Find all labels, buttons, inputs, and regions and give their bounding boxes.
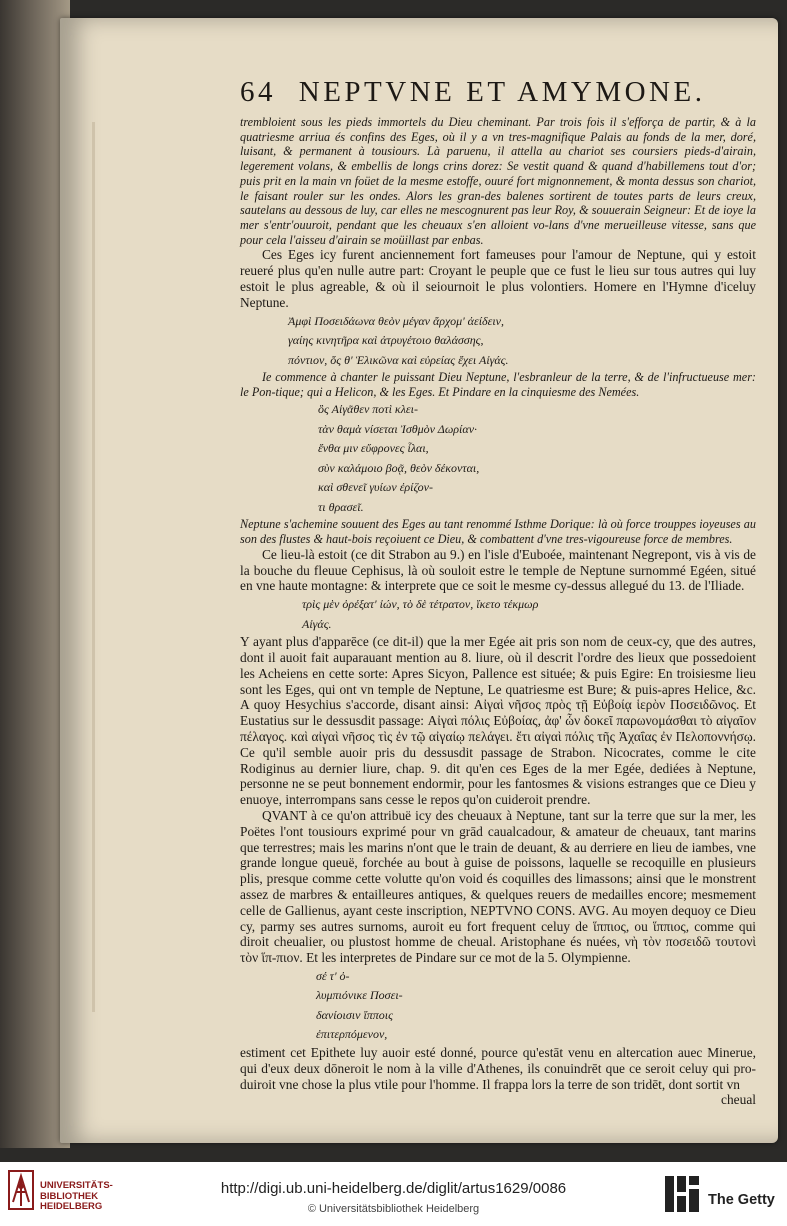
- page-paragraphs: [240, 115, 756, 1108]
- text-line: Neptune s'achemine souuent des Eges au tant renommé Isthme Dorique: là où force trouppes ioyeuses au son des flustes & haut-bois reçoiuent ce Dieu, & combattent d'vne tres-vigoureuse force de membres.: [240, 517, 756, 547]
- text-line: καὶ σθενεῖ γυίων ἐρίζον-: [318, 480, 434, 495]
- text-line: Ἀμφὶ Ποσειδάωνα θεὸν μέγαν ἄρχομ' ἀείδειν,: [288, 313, 505, 328]
- permalink-url[interactable]: http://digi.ub.uni-heidelberg.de/diglit/artus1629/0086: [220, 1180, 567, 1197]
- text-line: σὺν καλάμοιο βοᾷ, θεὸν δέκονται,: [318, 460, 480, 475]
- institution-line: HEIDELBERG: [40, 1201, 103, 1212]
- running-head: [240, 76, 756, 109]
- sponsor-name: The Getty: [708, 1192, 775, 1208]
- text-line: ἐπιτερπόμενον,: [316, 1027, 388, 1042]
- page-number: 64: [240, 76, 276, 108]
- text-line: ὃς Αἰγᾶθεν ποτὶ κλει-: [318, 402, 418, 417]
- text-line: estiment cet Epithete luy auoir esté donné, pource qu'estāt venu en altercation auec Minerue, qui d'eux deux dōneroit le nom à la ville d'Athenes, ils conuindrēt que ce seroit celuy qui pro-duiroit vne chose la plus vtile pour l'homme. Il frappa lors la terre de son tridēt, dont sortit vn: [240, 1044, 756, 1092]
- getty-logo-icon: [663, 1174, 701, 1214]
- catchword: cheual: [721, 1092, 756, 1108]
- text-line: Y ayant plus d'apparēce (ce dit-il) que la mer Egée ait pris son nom de ceux-cy, que des autres, dont il auoit fait auparauant mention au 8. liure, où il descrit l'ordre des lieux que possedoient les Acheiens en cette sorte: Apres Sicyon, Pallence est située; & puis Egire: En troisiesme lieu sont les Eges, qui ont vn temple de Neptune, Le quatriesme est Bure; & puis-apres Helice, &c. A quoy Hesychius s'accorde, disant ainsi: Αἰγαὶ νῆσος πρὸς τῇ Εὐβοίᾳ ἱερὸν Ποσειδῶνος. Et Eustatius sur le dessusdit passage: Αἰγαὶ πόλις Εὐβοίας, ἀφ' ὧν δοκεῖ παρωνομάσθαι τὸ αἰγαῖον πέλαγος. καὶ αἰγαὶ νῆσος τὶς ἐν τῷ αἰγαίῳ πελάγει. ἔτι αἰγαὶ πόλις τῆς Ἀχαΐας ἐν Πελοποννήσῳ. Ce qu'il semble auoir pris du dessusdit passage de Strabon. Nicocrates, comme le cite Rodiginus au dernier liure, chap. 9. dit qu'en ces Eges de la mer Egée, dediées à Neptune, personne ne se peut bonnement endormir, pour les fantosmes & visions estranges que ce Dieu y enuoye, interrompans sans cesse le repos qu'on cuideroit prendre.: [240, 634, 756, 808]
- text-line: τι θρασεῖ.: [318, 499, 364, 514]
- text-line: QVANT à ce qu'on attribuë icy des cheuaux à Neptune, tant sur la terre que sur la mer, les Poëtes l'ont tousiours exprimé pour vn grād caualcadour, & amateur de cheuaux, tant marins que terrestres; mais les marins n'ont que le train de deuant, & au derriere en lieu de iambes, vne grande longue queuë, forchée au bout à guise de poissons, laquelle se recoquille en plusieurs plis, presque comme cette volutte qu'on void és coquilles des limassons; ainsi que le monstrent assez de marbres & entailleures antiques, & quelques reuers de medailles encore; mesmement celle de Gallienus, ayant ceste inscription, NEPTVNO CONS. AVG. Au moyen dequoy ce Dieu cy, parmy ses autres surnoms, auroit eu fort frequent celuy de ἵππιος, ou ἵππιος, comme qui diroit cheualier, ou plustost homme de cheual. Aristophane és nuées, νὴ τὸν ποσειδῶ τουτονὶ τὸν ἵπ-πιον. Et les interpretes de Pindare sur ce mot de la 5. Olympienne.: [240, 807, 756, 966]
- text-line: γαίης κινητῆρα καὶ ἀτρυγέτοιο θαλάσσης,: [288, 333, 484, 348]
- text-line: λυμπιόνικε Ποσει-: [316, 988, 403, 1003]
- text-line: δανίοισιν ἵπποις: [316, 1007, 394, 1022]
- institution-line: BIBLIOTHEK: [40, 1190, 99, 1202]
- text-line: Αἰγάς.: [302, 616, 332, 631]
- copyright-notice: © Universitätsbibliothek Heidelberg: [307, 1203, 480, 1215]
- text-line: ἔνθα μιν εὔφρονες ἶλαι,: [318, 441, 429, 456]
- text-line: πόντιον, ὅς θ' Ἑλικῶνα καὶ εὐρείας ἔχει Αἰγάς.: [288, 352, 509, 367]
- running-title: NEPTVNE ET AMYMONE.: [298, 76, 706, 108]
- text-line: τρὶς μὲν ὀρέξατ' ἰών, τὸ δὲ τέτρατον, ἵκετο τέκμωρ: [302, 597, 539, 612]
- text-line: τὰν θαμὰ νίσεται Ἰσθμὸν Δωρίαν·: [318, 421, 478, 436]
- institution-line: UNIVERSITÄTS-: [40, 1180, 113, 1191]
- text-line: Ce lieu-là estoit (ce dit Strabon au 9.) en l'isle d'Euboée, maintenant Negrepont, vis à vis de la bouche du fleuue Cephisus, là où souloit estre le temple de Neptune surnommé Egéen, situé en vne haute montagne: & interprete que ce soit le mesme cy-dessus allegué du 13. de l'Iliade.: [240, 546, 756, 594]
- page-text-block: [240, 76, 756, 1108]
- page-ruler-strip: [92, 122, 95, 1012]
- text-line: trembloient sous les pieds immortels du Dieu cheminant. Par trois fois il s'efforça de partir, & à la quatriesme arriua és confins des Eges, où il y a vn tres-magnifique Palais au fonds de la mer, doré, luisant, & permanent à tousiours. Là paruenu, il attella au chariot ses coursiers pieds-d'airain, legerement volans, & embellis de longs crins dorez: Se vestit quand & quand d'habillemens tout d'or; puis prit en la main vn foüet de la mesme estoffe, ouuré fort mignonnement, & monta dessus son chariot, le faisant rouler sur les ondes. Alors les gran-des balenes sortirent de toutes parts de leurs creux, sautelans au dessous de luy, car elles ne mescognurent pas leur Roy, & souuerain Seigneur: Et de ioye la mer s'entr'ouuroit, pendant que les cheuaux s'en alloient vo-lans d'vne merueilleuse vitesse, sans que pour cela l'aisseu d'airain se moüillast par enbas.: [240, 115, 756, 247]
- text-line: Ie commence à chanter le puissant Dieu Neptune, l'esbranleur de la terre, & de l'infructueuse mer: le Pon-tique; qui a Helicon, & les Eges. Et Pindare en la cinquiesme des Nemées.: [240, 370, 756, 399]
- text-line: σέ τ' ὀ-: [316, 968, 350, 983]
- text-line: Ces Eges icy furent anciennement fort fameuses pour l'amour de Neptune, qui y estoit reueré plus qu'en nulle autre part: Croyant le peuple que ce fust le lieu sur tous autres qui luy estoit le plus agreable, & où il seiournoit le plus volontiers. Homere en l'Hymne d'iceluy Neptune.: [240, 247, 756, 310]
